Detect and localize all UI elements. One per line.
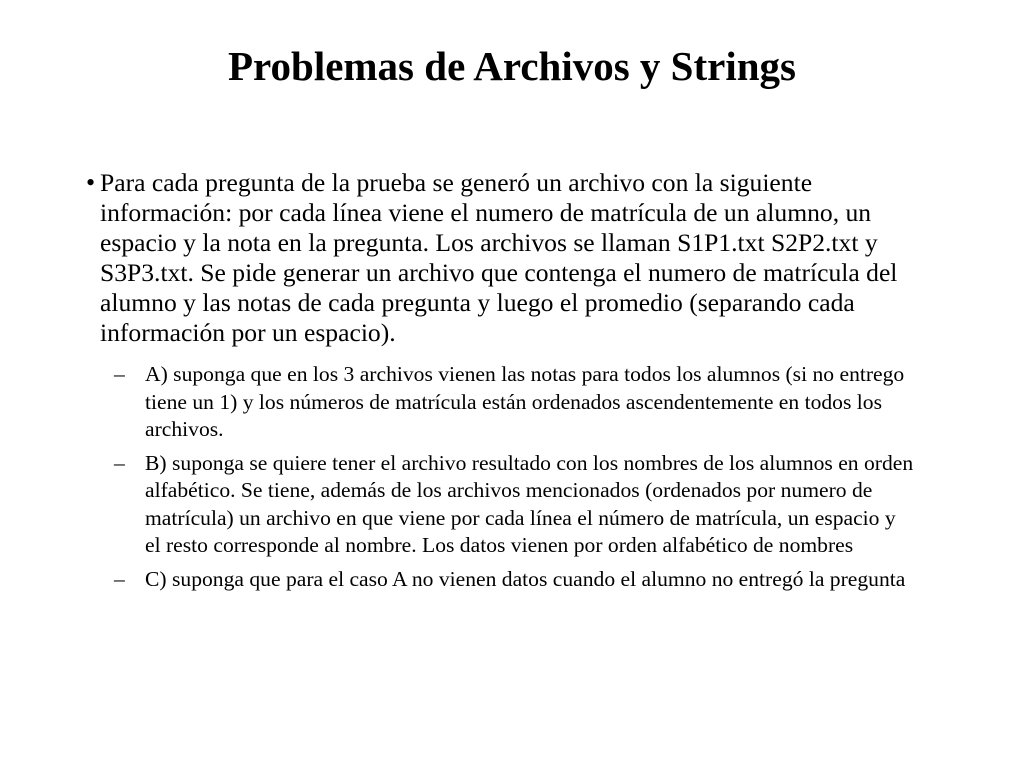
sub-bullet-c-text: C) suponga que para el caso A no vienen datos cuando el alumno no entregó la pregunta: [145, 566, 906, 591]
sub-bullet-b-text: B) suponga se quiere tener el archivo resultado con los nombres de los alumnos en orden alfabético. Se tiene, además de los archivos mencionados (ordenados por numero de matrícula) un archivo en que viene por cada línea el número de matrícula, un espacio y el resto corresponde al nombre. Los datos vienen por orden alfabético de nombres: [145, 450, 914, 557]
dash-icon: –: [114, 362, 125, 386]
slide-title: Problemas de Archivos y Strings: [228, 43, 796, 89]
main-bullet-text: Para cada pregunta de la prueba se generó un archivo con la siguiente información: por cada línea viene el numero de matrícula de un alumno, un espacio y la nota en la pregunta. Los archivos se llaman S1P1.txt S2P2.txt y S3P3.txt. Se pide generar un archivo que contenga el numero de matrícula del alumno y las notas de cada pregunta y luego el promedio (separando cada información por un espacio).: [100, 168, 898, 347]
sub-bullet-a: [114, 361, 914, 444]
sub-bullet-c: [114, 566, 914, 594]
sub-bullet-a-text: A) suponga que en los 3 archivos vienen las notas para todos los alumnos (si no entrego tiene un 1) y los números de matrícula están ordenados ascendentemente en todos los archivos.: [145, 362, 905, 441]
sub-bullet-b: [114, 450, 914, 560]
bullet-dot-icon: •: [86, 168, 96, 197]
sub-bullet-list: [114, 361, 914, 599]
dash-icon: –: [114, 450, 125, 475]
dash-icon: –: [114, 566, 125, 591]
